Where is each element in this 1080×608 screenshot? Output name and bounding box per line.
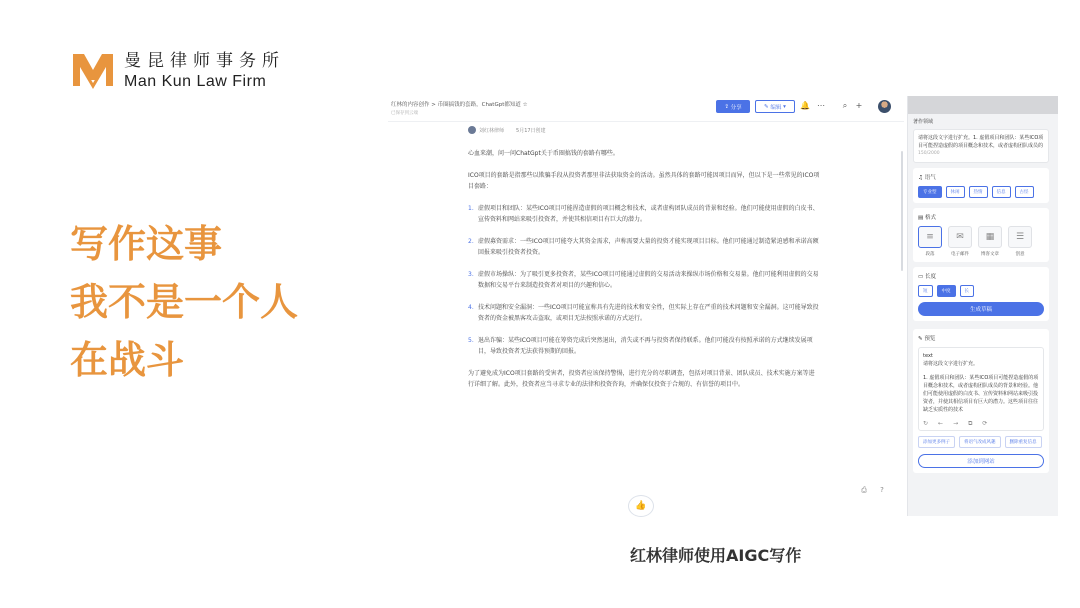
mail-icon: ✉	[948, 226, 972, 248]
headline-line-1: 写作这事	[70, 222, 223, 266]
length-option[interactable]: 短	[918, 285, 933, 297]
add-examples-button[interactable]: 添加更多例子	[918, 436, 955, 448]
format-option[interactable]: ▦ 博客文章	[978, 226, 1002, 257]
preview-label: 预览	[924, 336, 936, 342]
format-icon: ▤	[918, 215, 925, 221]
length-section	[913, 267, 1049, 321]
ai-writing-panel	[907, 96, 1058, 516]
closing-paragraph: 为了避免成为ICO项目套路的受害者，投资者应该保持警惕，进行充分的尽职调查，包括对项目背景、团队成员、技术实施方案等进行详细了解。此外，投资者应当寻求专业的法律和投资咨询，并确保仅投资于合规的、有信誉的项目中。	[468, 370, 815, 388]
prompt-count: 150/2000	[918, 151, 940, 156]
field-label: 著作领域	[913, 119, 934, 125]
edit-label: 编辑	[770, 104, 782, 111]
length-icon: ▭	[918, 274, 925, 280]
list-icon: ☰	[1008, 226, 1032, 248]
headline-line-2: 我不是一个人	[70, 280, 299, 324]
firm-name-en: Man Kun Law Firm	[124, 73, 267, 90]
panel-header	[908, 96, 1058, 114]
format-option[interactable]: ✉ 电子邮件	[948, 226, 972, 257]
editor-screenshot	[388, 96, 1058, 516]
print-icon[interactable]: ⎙	[861, 486, 867, 494]
preview-title: text	[923, 353, 933, 359]
document-scrollbar[interactable]	[901, 151, 903, 271]
author-name: 刘红林律师	[479, 127, 505, 134]
blog-icon: ▦	[978, 226, 1002, 248]
refresh-icon[interactable]: ↻	[923, 420, 929, 427]
list-item: 3. 虚假市场操纵：为了吸引更多投资者，某些ICO项目可能通过虚假的交易活动来操纵市场价格和交易量。他们可能利用虚假的交易数据和交易平台来制造投资者对项目的兴趣和信心。	[468, 271, 819, 289]
lead-paragraph: ICO项目的套路是指那些以欺骗手段从投资者那里非法获取资金的活动。虽然具体的套路可能因项目而异，但以下是一些常见的ICO项目套路：	[468, 172, 820, 190]
list-item: 5. 退出诈骗：某些ICO项目可能在筹资完成后突然退出，消失或不再与投资者保持联系。他们可能没有按照承诺的方式继续发展项目，导致投资者无法获得预期的回报。	[468, 337, 813, 355]
remove-duplicates-button[interactable]: 删除重复信息	[1005, 436, 1042, 448]
more-icon[interactable]: ⋯	[817, 101, 825, 110]
share-icon: ⇪	[724, 103, 731, 110]
breadcrumb[interactable]: 红林的内容创作 > 币圈搞钱的套路，ChatGpt都知道 ☆	[391, 102, 528, 108]
tone-option[interactable]: 古怪	[1015, 186, 1034, 198]
arrow-right-icon[interactable]: →	[953, 420, 959, 427]
document-body[interactable]	[468, 126, 820, 401]
format-option[interactable]: ☰ 创意	[1008, 226, 1032, 257]
preview-text: 请将这段文字进行扩充。	[923, 361, 979, 367]
created-date: 5月17日创建	[516, 127, 546, 134]
help-icon[interactable]: ?	[880, 486, 884, 494]
tone-option[interactable]: 专业型	[918, 186, 942, 198]
length-label: 长度	[924, 274, 936, 280]
pencil-icon: ✎	[764, 103, 771, 110]
preview-section	[913, 329, 1049, 473]
add-to-site-button[interactable]: 添加到网站	[918, 454, 1044, 468]
paragraph-icon: ≡	[918, 226, 942, 248]
length-option[interactable]: 长	[960, 285, 975, 297]
headline	[70, 215, 298, 389]
headline-line-3: 在战斗	[70, 338, 185, 382]
share-label: 分享	[730, 104, 742, 111]
editor-toolbar	[388, 96, 904, 122]
search-icon[interactable]: ⌕	[842, 101, 848, 110]
tone-icon: ♫	[918, 175, 925, 181]
prompt-input[interactable]	[913, 129, 1049, 163]
length-option[interactable]: 中度	[937, 285, 956, 297]
redo-icon[interactable]: ⟳	[982, 420, 988, 427]
preview-icon: ✎	[918, 336, 925, 342]
firm-logo	[70, 46, 285, 91]
prompt-text: 请将这段文字进行扩充。1. 虚假项目和团队：某些ICO项目可能捏造虚假的项目概念和技术，或者虚构团队成员的	[918, 135, 1044, 149]
tone-label: 语气	[924, 175, 936, 181]
copy-icon[interactable]: ⧉	[968, 420, 973, 427]
thumbs-up-icon: 👍	[635, 501, 647, 511]
tone-option[interactable]: 信息	[992, 186, 1011, 198]
bell-icon[interactable]: 🔔	[800, 101, 810, 110]
caption: 红林律师使用AIGC写作	[630, 546, 802, 565]
firm-logo-icon	[70, 48, 116, 90]
user-avatar[interactable]	[878, 100, 891, 113]
format-label: 格式	[924, 215, 936, 221]
chevron-down-icon: ▾	[781, 103, 786, 110]
arrow-left-icon[interactable]: ←	[938, 420, 944, 427]
edit-button[interactable]	[755, 100, 795, 113]
humorous-tone-button[interactable]: 将语气改成风趣	[959, 436, 1001, 448]
list-item: 1. 虚假项目和团队：某些ICO项目可能捏造虚假的项目概念和技术，或者虚构团队成员的背景和经验。他们可能使用虚假的白皮书、宣传资料和网站来吸引投资者，并使其相信项目有巨大的潜力。	[468, 205, 819, 223]
author-line	[468, 126, 820, 134]
format-option[interactable]: ≡ 段落	[918, 226, 942, 257]
intro-paragraph: 心血来潮，问一问ChatGpt关于币圈搞钱的套路有哪些。	[468, 150, 619, 157]
add-icon[interactable]: +	[855, 101, 863, 110]
generate-draft-button[interactable]: 生成草稿	[918, 302, 1044, 316]
firm-name-cn: 曼昆律师事务所	[124, 51, 285, 71]
save-status: 已保存到云端	[391, 111, 418, 116]
tone-option[interactable]: 热情	[969, 186, 988, 198]
tone-section	[913, 168, 1049, 203]
preview-body: 1. 虚假项目和团队：某些ICO项目可能捏造虚假的项目概念和技术，或者虚构团队成员的背景和经验。他们可能使用虚假的白皮书、宣传资料和网站来吸引投资者，并使其相信项目有巨大的潜力。这些项目往往缺乏实质性的技术	[923, 375, 1039, 413]
format-section	[913, 208, 1049, 262]
share-button[interactable]	[716, 100, 750, 113]
author-avatar	[468, 126, 476, 134]
list-item: 4. 技术问题和安全漏洞：一些ICO项目可能宣称具有先进的技术和安全性，但实际上存在严重的技术问题和安全漏洞。这可能导致投资者的资金被黑客攻击盗取，或项目无法按照承诺的方式运行。	[468, 304, 819, 322]
like-button[interactable]	[628, 495, 654, 517]
list-item: 2. 虚假募资需求：一些ICO项目可能夸大其资金需求，声称需要大量的投资才能实现项目目标。他们可能通过制造紧迫感和承诺高额回报来吸引投资者投资。	[468, 238, 819, 256]
preview-output[interactable]	[918, 347, 1044, 431]
tone-option[interactable]: 休闲	[946, 186, 965, 198]
